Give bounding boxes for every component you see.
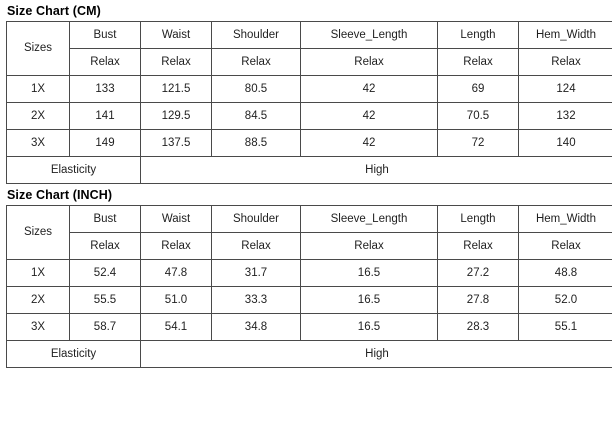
row-size-label: 3X [7,314,70,341]
cell-waist: 129.5 [141,103,212,130]
cell-bust: 58.7 [70,314,141,341]
cell-sleeve-length: 42 [301,103,438,130]
cell-waist: 137.5 [141,130,212,157]
subheader-sleeve-relax: Relax [301,49,438,76]
table-row [7,76,612,103]
row-size-label: 1X [7,76,70,103]
table-row [7,130,612,157]
subheader-bust-relax: Relax [70,49,141,76]
column-header-length: Length [438,22,519,49]
row-size-label: 3X [7,130,70,157]
subheader-length-relax: Relax [438,49,519,76]
column-header-length: Length [438,206,519,233]
column-header-bust: Bust [70,206,141,233]
subheader-hem-relax: Relax [519,233,612,260]
column-header-shoulder: Shoulder [212,22,301,49]
cell-hem-width: 48.8 [519,260,612,287]
elasticity-row [7,341,612,368]
cell-shoulder: 80.5 [212,76,301,103]
subheader-length-relax: Relax [438,233,519,260]
column-header-waist: Waist [141,22,212,49]
table-header-row [7,22,612,49]
cell-waist: 54.1 [141,314,212,341]
elasticity-label: Elasticity [7,341,141,368]
subheader-waist-relax: Relax [141,49,212,76]
cell-bust: 55.5 [70,287,141,314]
cell-shoulder: 33.3 [212,287,301,314]
cell-sleeve-length: 42 [301,76,438,103]
elasticity-value: High [141,157,612,184]
subheader-shoulder-relax: Relax [212,233,301,260]
cell-hem-width: 55.1 [519,314,612,341]
table-subheader-row [7,49,612,76]
subheader-sleeve-relax: Relax [301,233,438,260]
cell-sleeve-length: 16.5 [301,287,438,314]
table-row [7,314,612,341]
cell-sleeve-length: 16.5 [301,260,438,287]
cell-bust: 133 [70,76,141,103]
column-header-hem-width: Hem_Width [519,22,612,49]
column-header-hem-width: Hem_Width [519,206,612,233]
cell-hem-width: 124 [519,76,612,103]
cell-sleeve-length: 16.5 [301,314,438,341]
page-title-inch: Size Chart (INCH) [7,188,113,202]
subheader-hem-relax: Relax [519,49,612,76]
cell-length: 69 [438,76,519,103]
cell-waist: 51.0 [141,287,212,314]
elasticity-value: High [141,341,612,368]
cell-shoulder: 31.7 [212,260,301,287]
column-header-sizes: Sizes [7,206,70,260]
cell-shoulder: 34.8 [212,314,301,341]
cell-shoulder: 84.5 [212,103,301,130]
cell-bust: 141 [70,103,141,130]
table-header-row [7,206,612,233]
column-header-sizes: Sizes [7,22,70,76]
cell-length: 70.5 [438,103,519,130]
cell-hem-width: 52.0 [519,287,612,314]
cell-bust: 149 [70,130,141,157]
cell-length: 28.3 [438,314,519,341]
table-row [7,260,612,287]
cell-bust: 52.4 [70,260,141,287]
cell-length: 27.8 [438,287,519,314]
row-size-label: 1X [7,260,70,287]
cell-waist: 47.8 [141,260,212,287]
size-chart-table-cm [6,21,612,184]
subheader-bust-relax: Relax [70,233,141,260]
row-size-label: 2X [7,103,70,130]
cell-sleeve-length: 42 [301,130,438,157]
subheader-shoulder-relax: Relax [212,49,301,76]
row-size-label: 2X [7,287,70,314]
elasticity-label: Elasticity [7,157,141,184]
table-row [7,287,612,314]
cell-hem-width: 140 [519,130,612,157]
cell-shoulder: 88.5 [212,130,301,157]
page-title-cm: Size Chart (CM) [7,4,101,18]
table-row [7,103,612,130]
column-header-sleeve-length: Sleeve_Length [301,206,438,233]
column-header-shoulder: Shoulder [212,206,301,233]
elasticity-row [7,157,612,184]
table-subheader-row [7,233,612,260]
column-header-waist: Waist [141,206,212,233]
subheader-waist-relax: Relax [141,233,212,260]
column-header-sleeve-length: Sleeve_Length [301,22,438,49]
cell-length: 72 [438,130,519,157]
cell-length: 27.2 [438,260,519,287]
cell-waist: 121.5 [141,76,212,103]
size-chart-table-inch [6,205,612,368]
cell-hem-width: 132 [519,103,612,130]
column-header-bust: Bust [70,22,141,49]
